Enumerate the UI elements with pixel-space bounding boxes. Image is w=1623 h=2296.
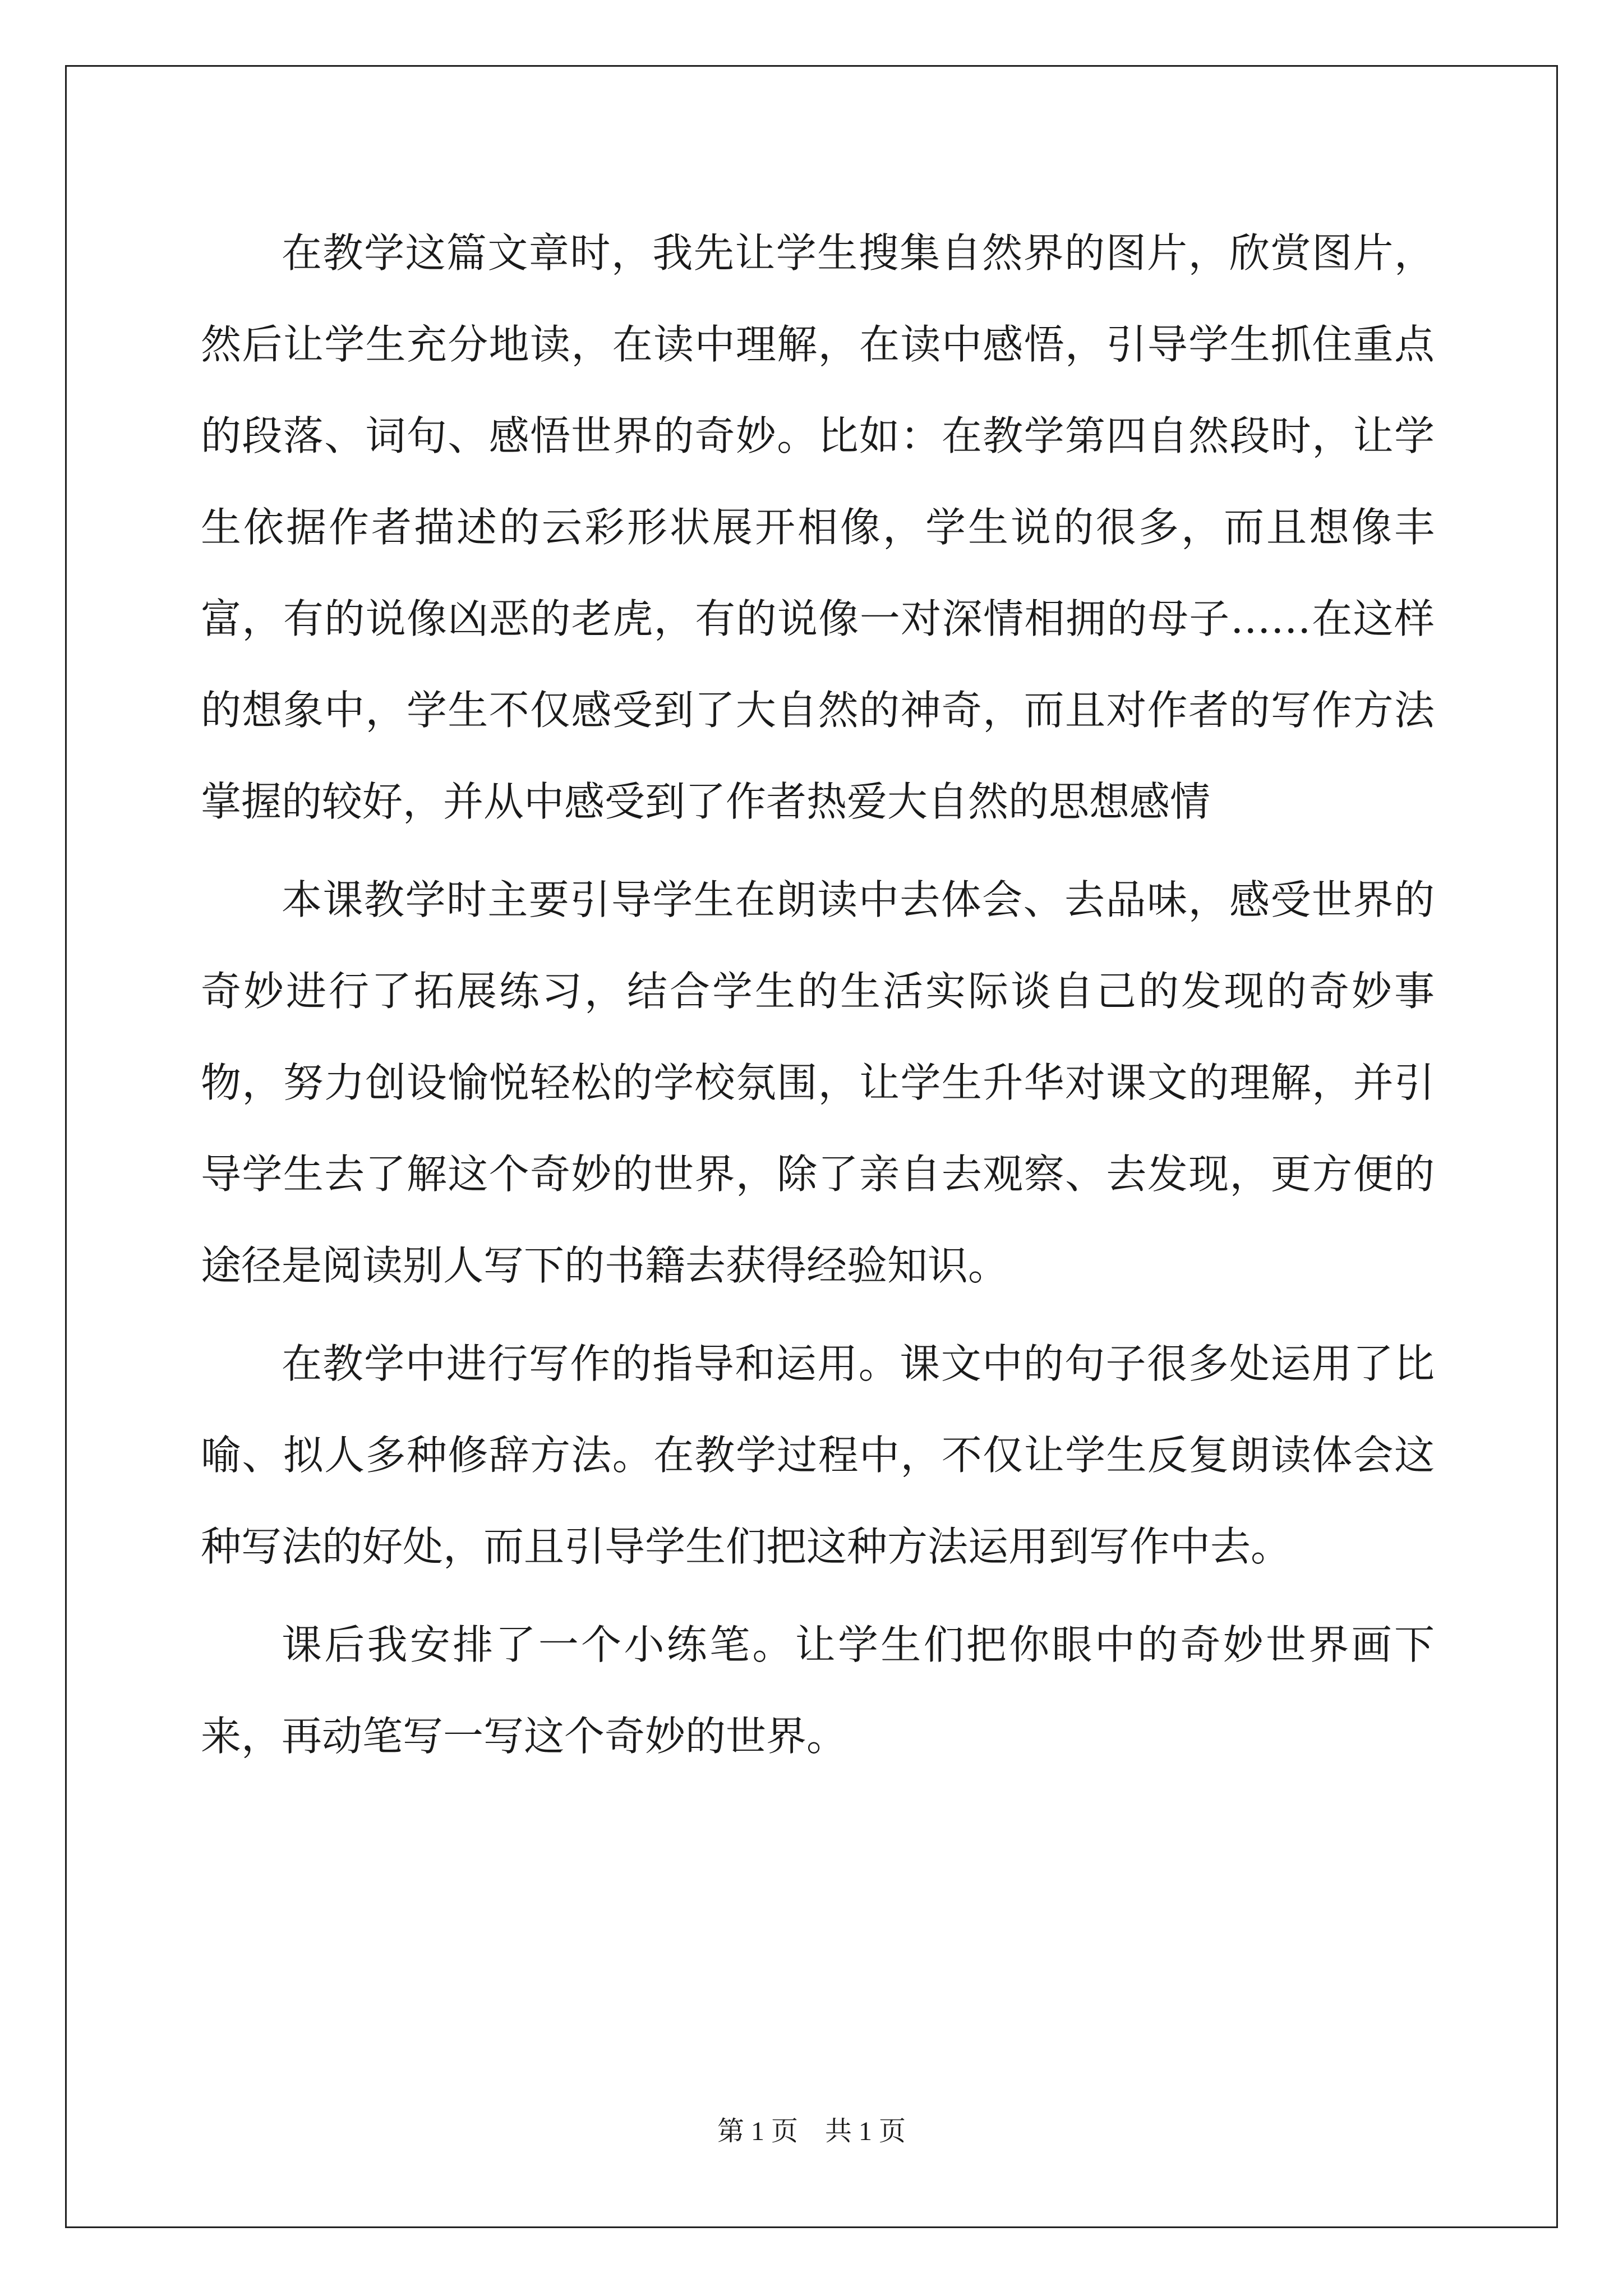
page-number-footer: 第 1 页 共 1 页 bbox=[717, 2116, 906, 2146]
document-body bbox=[201, 208, 1435, 1782]
paragraph-2: 本课教学时主要引导学生在朗读中去体会、去品味，感受世界的奇妙进行了拓展练习，结合学生的生活实际谈自己的发现的奇妙事物，努力创设愉悦轻松的学校氛围，让学生升华对课文的理解，并引导学生去了解这个奇妙的世界，除了亲自去观察、去发现，更方便的途径是阅读别人写下的书籍去获得经验知识。 bbox=[201, 876, 1435, 1289]
paragraph-4: 课后我安排了一个小练笔。让学生们把你眼中的奇妙世界画下来，再动笔写一写这个奇妙的世界。 bbox=[201, 1621, 1435, 1760]
paragraph-1: 在教学这篇文章时，我先让学生搜集自然界的图片，欣赏图片，然后让学生充分地读，在读中理解，在读中感悟，引导学生抓住重点的段落、词句、感悟世界的奇妙。比如：在教学第四自然段时，让学生依据作者描述的云彩形状展开相像，学生说的很多，而且想像丰富，有的说像凶恶的老虎，有的说像一对深情相拥的母子……在这样的想象中，学生不仅感受到了大自然的神奇，而且对作者的写作方法掌握的较好，并从中感受到了作者热爱大自然的思想感情 bbox=[201, 229, 1435, 825]
paragraph-3: 在教学中进行写作的指导和运用。课文中的句子很多处运用了比喻、拟人多种修辞方法。在教学过程中，不仅让学生反复朗读体会这种写法的好处，而且引导学生们把这种方法运用到写作中去。 bbox=[201, 1340, 1435, 1570]
